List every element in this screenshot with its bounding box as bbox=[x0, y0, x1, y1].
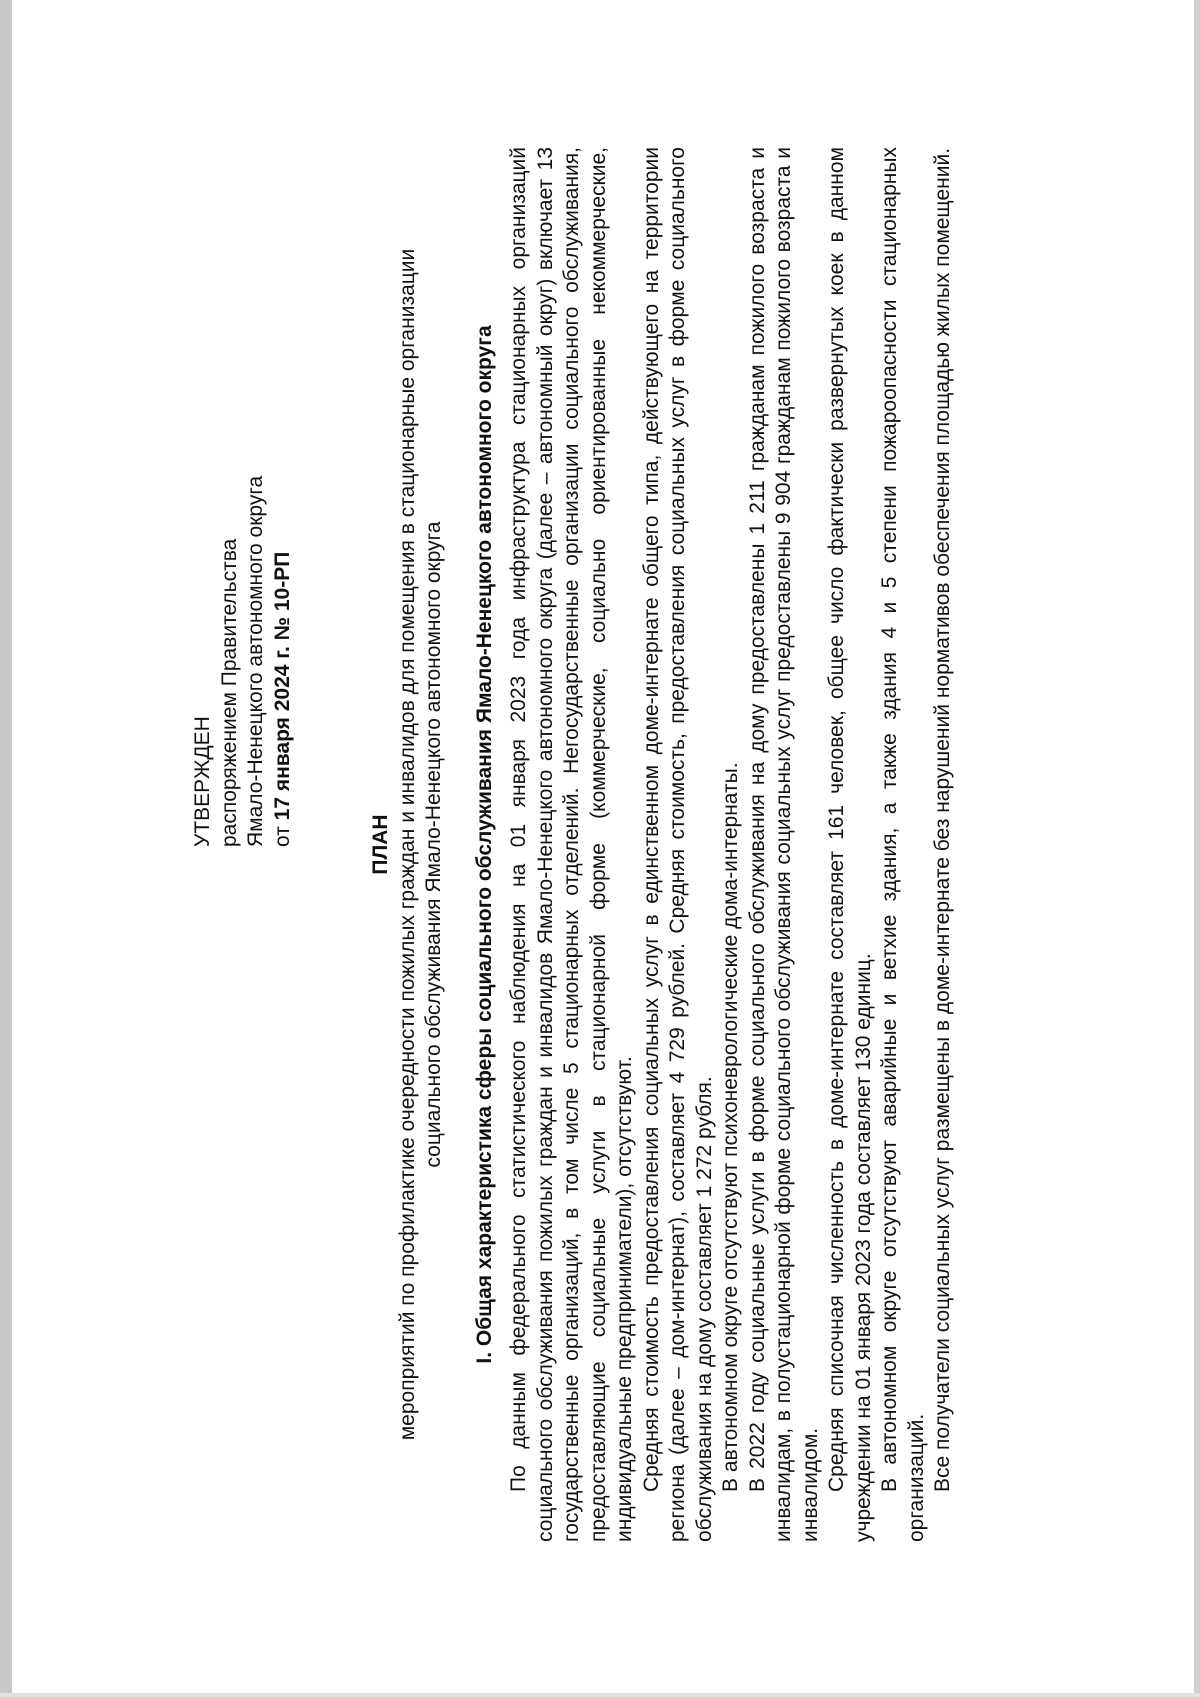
approval-date-line bbox=[270, 147, 297, 847]
paragraph-7: Все получатели социальных услуг размещены в доме-интернате без нарушений нормативов обеспечения площадью жилых помещений. bbox=[931, 147, 954, 1492]
approval-line-2: Ямало-Ненецкого автономного округа bbox=[244, 475, 267, 847]
approval-date-prefix: от bbox=[270, 820, 294, 847]
approval-block bbox=[190, 147, 296, 847]
plan-title: ПЛАН bbox=[369, 814, 392, 875]
paragraph-5: Средняя списочная численность в доме-интернате составляет 161 человек, общее число фактически развернутых коек в данном учреждении на 01 января 2023 года составляет 130 единиц. bbox=[825, 147, 875, 1542]
paragraph-4: В 2022 году социальные услуги в форме социального обслуживания на дому предоставлены 1 211 гражданам пожилого возраста и инвалидам, в полустационарной форме социального обслуживания социальных услуг предоставлены 9 904 гражданам пожилого возраста и инвалидом. bbox=[745, 147, 822, 1542]
approval-title: УТВЕРЖДЕН bbox=[191, 716, 214, 847]
paragraph-2: Средняя стоимость предоставления социальных услуг в единственном доме-интернате общего типа, действующего на территории региона (далее – дом-интернат), составляет 4 729 рублей. Средняя стоимость, предоставления социальных услуг в форме социального обслуживания на дому составляет 1 272 рубля. bbox=[639, 147, 716, 1542]
approval-line-1: распоряжением Правительства bbox=[217, 538, 241, 847]
document-body bbox=[190, 147, 957, 1542]
paragraph-6: В автономном округе отсутствуют аварийные и ветхие здания, а также здания 4 и 5 степени пожароопасности стационарных организаций. bbox=[878, 147, 928, 1542]
plan-subtitle: мероприятий по профилактике очередности пожилых граждан и инвалидов для помещения в стационарные организации социального обслуживания Ямало-Ненецкого автономного округа bbox=[395, 248, 445, 1441]
approval-date: 17 января 2024 г. № 10-РП bbox=[270, 551, 294, 821]
section-title: I. Общая характеристика сферы социального обслуживания Ямало-Ненецкого автономного округа bbox=[472, 325, 496, 1364]
paragraph-3: В автономном округе отсутствуют психоневрологические дома-интернаты. bbox=[719, 762, 742, 1492]
paragraph-1: По данным федерального статистического наблюдения на 01 января 2023 года инфраструктура стационарных организаций социального обслуживания пожилых граждан и инвалидов Ямало-Ненецкого автономного округа (далее – автономный округ) включает 13 государственные организаций, в том числе 5 стационарных отделений. Негосударственные организации социального обслуживания, предоставляющие социальные услуги в стационарной форме (коммерческие, социально ориентированные некоммерческие, индивидуальные предприниматели), отсутствуют. bbox=[507, 147, 636, 1542]
